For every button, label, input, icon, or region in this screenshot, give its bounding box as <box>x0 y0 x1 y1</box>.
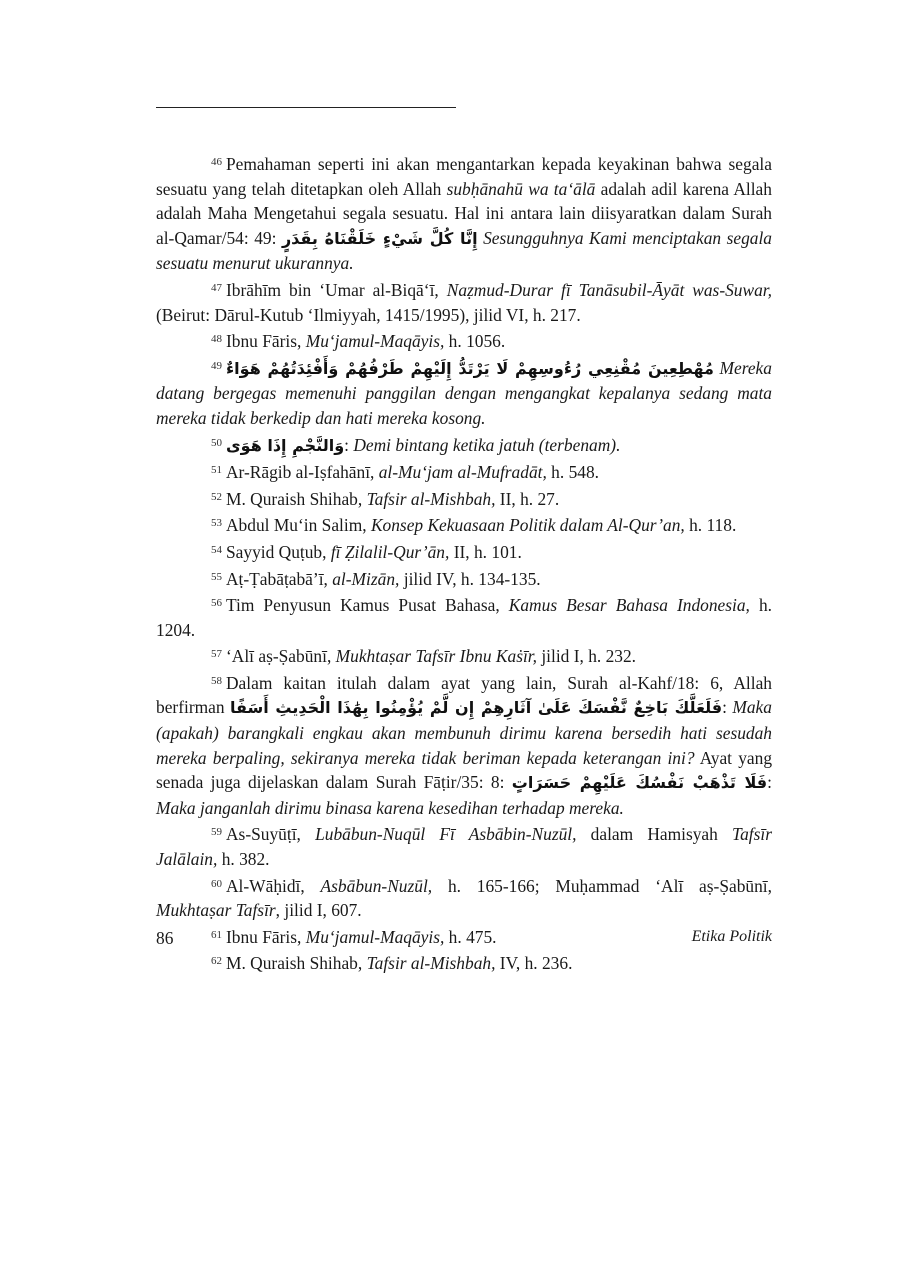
footnote-number: 47 <box>211 281 222 294</box>
footnote-number: 57 <box>211 648 222 661</box>
footnote-text: Dalam kaitan itulah dalam ayat yang lain, Surah al-Kahf/18: 6, Allah berfirman <box>156 672 772 718</box>
footnote-text: II, h. 101. <box>449 541 522 562</box>
footnote-separator-rule <box>156 107 456 108</box>
footnote-number: 51 <box>211 464 222 477</box>
footnote-text: ‘Alī aṣ-Ṣabūnī, <box>226 646 336 667</box>
footnote-text: M. Quraish Shihab, <box>226 953 367 974</box>
footnote-number: 59 <box>211 826 222 839</box>
footnote-italic-text: Kamus Besar Bahasa Indonesia, <box>508 595 750 616</box>
footnote-text: dalam Hamisyah <box>576 824 733 845</box>
footnote-italic-text: al-Mizān, <box>332 568 400 589</box>
footnote-text: h. 548. <box>546 462 599 483</box>
page-number: 86 <box>156 928 174 948</box>
footnote-number: 62 <box>211 955 222 968</box>
footnote-55 <box>156 565 772 592</box>
footnote-49 <box>156 354 772 431</box>
footnote-number: 52 <box>211 490 222 503</box>
footnote-48 <box>156 327 772 354</box>
footnote-text: Aṭ-Ṭabāṭabā’ī, <box>226 568 333 589</box>
footnote-text: h. 475. <box>444 926 497 947</box>
footnote-57 <box>156 642 772 669</box>
footnote-text: h. 382. <box>217 849 270 870</box>
footnotes-section <box>156 150 772 976</box>
footnote-italic-text: Lubābun-Nuqūl Fī Asbābin-Nuzūl, <box>315 824 577 845</box>
footnote-text: Sayyid Quṭub, <box>226 541 331 562</box>
footnote-italic-text: Asbābun-Nuzūl, <box>320 875 433 896</box>
footnote-italic-text: Tafsir al-Mishbah, <box>366 488 496 509</box>
footnote-52 <box>156 485 772 512</box>
footnote-number: 56 <box>211 597 222 610</box>
footnote-text: IV, h. 236. <box>495 953 573 974</box>
footnote-59 <box>156 820 772 871</box>
footnote-italic-text: Tafsir al-Mishbah, <box>366 953 496 974</box>
footnote-number: 46 <box>211 156 222 168</box>
footnote-italic-text: Sesungguhnya Kami menciptakan segala sesuatu menurut ukurannya. <box>156 227 772 274</box>
footnote-italic-text: Mereka datang bergegas memenuhi panggilan dengan mengangkat kepalanya sedang mata mereka tidak berkedip dan hati mereka kosong. <box>156 357 772 428</box>
footnote-text: Ibrāhīm bin ‘Umar al-Biqā‘ī, <box>226 279 447 300</box>
footnote-text: jilid IV, h. 134-135. <box>399 568 541 589</box>
footnote-text: II, h. 27. <box>495 488 560 509</box>
arabic-verse: ﻓَﻠَﻌَﻠَّﻚَ ﺑَﺎﺧِﻊٌ ﻧَّﻔْﺴَﻚَ ﻋَﻠَﻰٰ ﺁﺛَﺎﺭِﻫِﻢْ ﺇِﻥ ﻟَّﻢْ ﻳُﺆْﻣِﻨُﻮﺍ ﺑِﻬَٰﺬَﺍ ﺍﻟْﺤَﺪِﻳﺚِ ﺃَﺳَﻔًﺎ <box>230 698 723 718</box>
footnote-text: jilid I, h. 232. <box>536 646 637 667</box>
footnote-italic-text: Naẓmud-Durar fī Tanāsubil-Āyāt was-Suwar, <box>446 279 772 300</box>
footnote-text: h. 1204. <box>156 595 772 640</box>
footnote-number: 60 <box>211 877 222 890</box>
footnote-italic-text: Demi bintang ketika jatuh (terbenam). <box>353 434 621 455</box>
footnote-number: 54 <box>211 543 222 556</box>
footnote-51 <box>156 458 772 485</box>
footnote-text: Ar-Rāgib al-Iṣfahānī, <box>226 462 379 483</box>
footnote-italic-text: Mukhtaṣar Tafsīr <box>156 900 276 921</box>
footnote-text: As-Suyūṭī, <box>226 824 316 845</box>
footnote-italic-text: Tafsīr Jalālain, <box>156 824 772 870</box>
footnote-text: Pemahaman seperti ini akan mengantarkan kepada keyakinan bahwa segala sesuatu yang telah ditetapkan oleh Allah <box>156 154 772 199</box>
footnote-text: : <box>344 434 354 455</box>
footnote-text: h. 118. <box>684 515 737 536</box>
arabic-verse: ﻓَﻠَﺎ ﺗَﺬْﻫَﺐْ ﻧَﻔْﺴُﻚَ ﻋَﻠَﻴْﻬِﻢْ ﺣَﺴَﺮَﺍﺕٍ <box>511 773 768 793</box>
footnote-number: 48 <box>211 333 222 346</box>
footnote-number: 49 <box>211 359 222 372</box>
footnote-text: adalah adil karena Allah adalah Maha Mengetahui segala sesuatu. Hal ini antara lain diisyaratkan dalam Surah al-Qamar/54: 49: <box>156 178 772 248</box>
footnote-italic-text: Mukhtaṣar Tafsīr Ibnu Kaṡīr, <box>335 646 537 667</box>
footnote-text: Abdul Mu‘in Salim, <box>226 515 371 536</box>
footnote-56 <box>156 591 772 642</box>
footnote-italic-text: Konsep Kekuasaan Politik dalam Al-Qur’an, <box>370 515 685 536</box>
footnote-text: , jilid I, 607. <box>275 900 362 921</box>
footnote-number: 58 <box>211 674 222 687</box>
footnote-italic-text: al-Mu‘jam al-Mufradāt, <box>378 462 547 483</box>
footnote-text: Ibnu Fāris, <box>226 926 306 947</box>
running-title: Etika Politik <box>691 928 772 945</box>
footnote-54 <box>156 538 772 565</box>
arabic-verse: ﻣُﻬْﻄِﻌِﻴﻦَ ﻣُﻘْﻨِﻌِﻲ ﺭُﺀُﻭﺳِﻬِﻢْ ﻟَﺎ ﻳَﺮْﺗَﺪُّ ﺇِﻟَﻴْﻬِﻢْ ﻃَﺮْﻓُﻬُﻢْ ﻭَﺃَﻓْﺌِﺪَﺗُﻬُﻢْ ﻫَﻮَﺍﺀٌ <box>226 358 714 378</box>
footnote-50 <box>156 431 772 459</box>
footnote-number: 53 <box>211 517 222 530</box>
footnote-text: Tim Penyusun Kamus Pusat Bahasa, <box>226 595 509 616</box>
footnote-number: 50 <box>211 436 222 449</box>
footnote-italic-text: Maka (apakah) barangkali engkau akan membunuh dirimu karena bersedih hati sesudah mereka berpaling, sekiranya mereka tidak beriman kepada keterangan ini? <box>156 697 772 768</box>
footnote-text: M. Quraish Shihab, <box>226 488 367 509</box>
arabic-verse: ﺇِﻧَّﺎ ﻛُﻞَّ ﺷَﻲْﺀٍ ﺧَﻠَﻘْﻨَﺎﻩُ ﺑِﻘَﺪَﺭٍ <box>281 228 478 248</box>
footnote-60 <box>156 872 772 923</box>
footnote-text: (Beirut: Dārul-Kutub ‘Ilmiyyah, 1415/1995), jilid VI, h. 217. <box>156 304 581 325</box>
footnote-italic-text: subḥānahū wa ta‘ālā <box>446 178 596 199</box>
footnote-text: : <box>722 697 733 718</box>
footnote-46 <box>156 150 772 276</box>
footnote-italic-text: fī Ẓilalil-Qur’ān, <box>330 541 450 562</box>
footnote-text: Al-Wāḥidī, <box>226 875 321 896</box>
footnote-text: Ayat yang senada juga dijelaskan dalam Surah Fāṭir/35: 8: <box>156 747 773 793</box>
footnote-47 <box>156 276 772 327</box>
footnote-58 <box>156 669 772 821</box>
footnote-53 <box>156 511 772 538</box>
arabic-verse: ﻭَﺍﻟﻨَّﺠْﻢِ ﺇِﺫَﺍ ﻫَﻮَﻯ <box>226 435 345 455</box>
footnote-text: : <box>767 772 772 793</box>
footnote-italic-text: Maka janganlah dirimu binasa karena kesedihan terhadap mereka. <box>156 797 624 818</box>
footnote-text: h. 1056. <box>444 331 506 352</box>
footnote-number: 55 <box>211 570 222 583</box>
footnote-number: 61 <box>211 928 222 941</box>
footnote-text: Ibnu Fāris, <box>226 331 306 352</box>
footnote-62 <box>156 949 772 976</box>
footnote-italic-text: Mu‘jamul-Maqāyis, <box>305 926 445 947</box>
page-footer <box>156 928 772 952</box>
footnote-text: h. 165-166; Muḥammad ‘Alī aṣ-Ṣabūnī, <box>432 875 772 896</box>
footnote-italic-text: Mu‘jamul-Maqāyis, <box>305 331 445 352</box>
